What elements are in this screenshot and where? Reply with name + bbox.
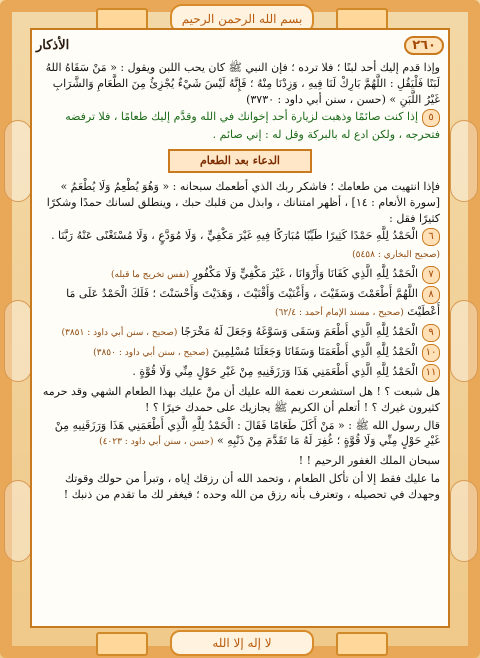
hadith-source: (حسن ، سنن أبي داود : ٤٠٢٣) (99, 437, 214, 448)
dua-text: الْحَمْدُ لِلَّهِ الَّذِي أَطْعَمَ وَسَقَى وَسَوَّغَهُ وَجَعَلَ لَهُ مَخْرَجًا (180, 324, 418, 338)
paragraph (40, 179, 440, 226)
paragraph-text: ما عليك فقط إلا أن تأكل الطعام ، وتحمد الله أن رزقك إياه ، وتبرأ من حولك وقوتك وجهدك في تحصيله ، وتعترف بأنه رزق من الله وحده ؛ فيغفر لك ما تقدم من ذنبك ! (63, 471, 440, 501)
section-title: الدعاء بعد الطعام (168, 149, 312, 173)
paragraph-text: قال رسول الله ﷺ : « مَنْ أَكَلَ طَعَامًا فَقَالَ : الْحَمْدُ لِلَّهِ الَّذِي أَطْعَمَنِي هَذَا وَرَزَقَنِيهِ مِنْ غَيْرِ حَوْلٍ مِنِّي وَلَا قُوَّةٍ ؛ غُفِرَ لَهُ مَا تَقَدَّمَ مِنْ ذَنْبِهِ » (54, 418, 440, 448)
page-header (36, 34, 444, 56)
dua-text: الْحَمْدُ لِلَّهِ الَّذِي كَفَانَا وَأَرْوَانَا ، غَيْرَ مَكْفِيٍّ وَلَا مَكْفُورٍ (192, 267, 418, 281)
side-ornament-left-2 (4, 300, 32, 382)
side-ornament-left-1 (4, 120, 32, 202)
paragraph-text: هل شبعت ؟ ! هل استشعرت نعمة الله عليك أن منَّ عليك بهذا الطعام الشهي وقد حرمه كثيرون غيرك ؟ ! أتعلم أن الكريم ﷺ يجازيك على حمدك خيرًا ؟ ! (42, 384, 440, 414)
paragraph (40, 418, 440, 452)
paragraph-text: سبحان الملك الغفور الرحيم ! ! (298, 454, 440, 468)
open-book-icon (96, 632, 148, 656)
number-badge: ١١ (422, 364, 440, 382)
paragraph (40, 384, 440, 416)
hadith-source: (صحيح ، مسند الإمام أحمد : ٦٢/٤) (275, 308, 404, 319)
paragraph-text: إذا كنت صائمًا وذهبت لزيارة أحد إخوانك في الله وقدَّم إليك طعامًا ، فلا ترفضه فتحرجه ، ولكن ادع له بالبركة وقل له : إني صائم . (65, 110, 440, 142)
dua-item (40, 286, 440, 322)
dua-item (40, 324, 440, 342)
dua-text: الْحَمْدُ لِلَّهِ حَمْدًا كَثِيرًا طَيِّبًا مُبَارَكًا فِيهِ غَيْرَ مَكْفِيٍّ ، وَلَا مُوَدَّعٍ ، وَلَا مُسْتَغْنًى عَنْهُ رَبَّنَا . (51, 229, 418, 243)
side-ornament-left-3 (4, 480, 32, 562)
paragraph (40, 453, 440, 469)
dua-item (40, 344, 440, 362)
hadith-source: (صحيح البخاري : ٥٤٥٨) (352, 250, 440, 261)
number-badge: ٧ (422, 266, 440, 284)
page-text (40, 60, 440, 505)
section-label: الأذكار (36, 37, 70, 53)
side-ornament-right-1 (450, 120, 478, 202)
hadith-source: (نفس تخريج ما قبله) (111, 270, 190, 281)
basmala-banner: بسم الله الرحمن الرحيم (170, 4, 314, 34)
hadith-source: (صحيح ، سنن أبي داود : ٣٨٥٠) (93, 347, 210, 358)
page-number: ٢٦٠ (404, 36, 444, 55)
dua-text: الْحَمْدُ لِلَّهِ الَّذِي أَطْعَمَنِي هَذَا وَرَزَقَنِيهِ مِنْ غَيْرِ حَوْلٍ مِنِّي وَلَا قُوَّةٍ . (132, 364, 418, 378)
open-book-icon (336, 632, 388, 656)
dua-text: الْحَمْدُ لِلَّهِ الَّذِي أَطْعَمَنَا وَسَقَانَا وَجَعَلَنَا مُسْلِمِينَ (212, 344, 418, 358)
paragraph (40, 471, 440, 503)
paragraph-text: وإذا قدم إليك أحد لبنًا ؛ فلا ترده ؛ فإن النبي ﷺ كان يحب اللبن ويقول : « مَنْ سَقَاهُ اللهُ لَبَنًا فَلْيَقُلِ : اللَّهُمَّ بَارِكْ لَنَا فِيهِ ، وَزِدْنَا مِنْهُ ؛ فَإِنَّهُ لَيْسَ شَيْءٌ يُجْزِئُ مِنَ الطَّعَامِ وَالشَّرَابِ غَيْرُ اللَّبَنِ » (حسن ، سنن أبي داود : ٣٧٣٠) (45, 61, 440, 106)
dua-item (40, 228, 440, 264)
number-badge: ٩ (422, 324, 440, 342)
side-ornament-right-2 (450, 300, 478, 382)
dua-item (40, 364, 440, 382)
shahada-banner: لا إله إلا الله (170, 630, 314, 656)
paragraph-text: فإذا انتهيت من طعامك ؛ فاشكر ربك الذي أطعمك سبحانه : « وَهُوَ يُطْعِمُ وَلَا يُطْعَمُ » [سورة الأنعام : ١٤] ، أظهر امتنانك ، وابذل من قلبك حبك ، وينطلق لسانك حمدًا وشكرًا كثيرًا فقل : (46, 179, 440, 225)
dua-item (40, 266, 440, 284)
number-badge: ١٠ (422, 344, 440, 362)
number-badge: ٥ (422, 109, 440, 127)
side-ornament-right-3 (450, 480, 478, 562)
paragraph (40, 60, 440, 107)
number-badge: ٨ (422, 286, 440, 304)
dua-text: اللَّهُمَّ أَطْعَمْتَ وَسَقَيْتَ ، وَأَغْنَيْتَ وَأَقْنَيْتَ ، وَهَدَيْتَ وَأَحْسَنْتَ ؛ فَلَكَ الْحَمْدُ عَلَى مَا أَعْطَيْتَ (66, 287, 440, 319)
paragraph (40, 109, 440, 143)
hadith-source: (صحيح ، سنن أبي داود : ٣٨٥١) (61, 327, 178, 338)
number-badge: ٦ (422, 228, 440, 246)
